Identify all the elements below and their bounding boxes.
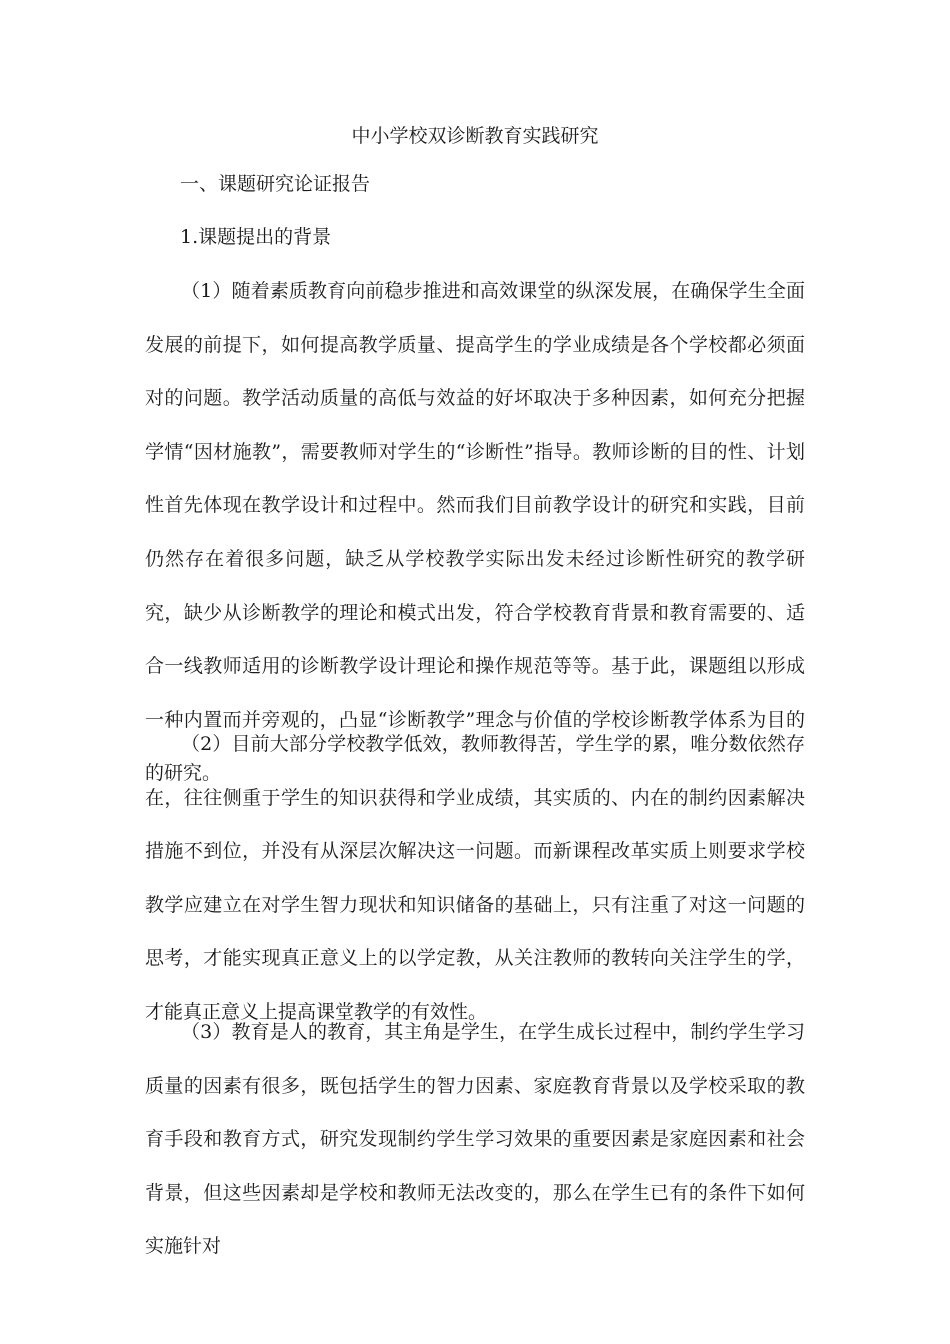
- subsection-heading: 1.课题提出的背景: [180, 226, 332, 248]
- paragraph-3: （3）教育是人的教育，其主角是学生，在学生成长过程中，制约学生学习质量的因素有很多，既包括学生的智力因素、家庭教育背景以及学校采取的教育手段和教育方式，研究发现制约学生学习效果的重要因素是家庭因素和社会背景，但这些因素却是学校和教师无法改变的，那么在学生已有的条件下如何实施针对: [145, 1021, 805, 1258]
- paragraph-2: （2）目前大部分学校教学低效，教师教得苦，学生学的累，唯分数依然存在，往往侧重于学生的知识获得和学业成绩，其实质的、内在的制约因素解决措施不到位，并没有从深层次解决这一问题。而新课程改革实质上则要求学校教学应建立在对学生智力现状和知识储备的基础上，只有注重了对这一问题的思考，才能实现真正意义上的以学定教，从关注教师的教转向关注学生的学，才能真正意义上提高课堂教学的有效性。: [145, 733, 805, 1023]
- section-heading: 一、课题研究论证报告: [180, 173, 371, 195]
- paragraph-1: （1）随着素质教育向前稳步推进和高效课堂的纵深发展，在确保学生全面发展的前提下，如何提高教学质量、提高学生的学业成绩是各个学校都必须面对的问题。教学活动质量的高低与效益的好坏取决于多种因素，如何充分把握学情“因材施教”，需要教师对学生的“诊断性”指导。教师诊断的目的性、计划性首先体现在教学设计和过程中。然而我们目前教学设计的研究和实践，目前仍然存在着很多问题，缺乏从学校教学实际出发未经过诊断性研究的教学研究，缺少从诊断教学的理论和模式出发，符合学校教育背景和教育需要的、适合一线教师适用的诊断教学设计理论和操作规范等等。基于此，课题组以形成一种内置而并旁观的，凸显“诊断教学”理念与价值的学校诊断教学体系为目的的研究。: [145, 280, 805, 785]
- document-title: 中小学校双诊断教育实践研究: [351, 125, 599, 147]
